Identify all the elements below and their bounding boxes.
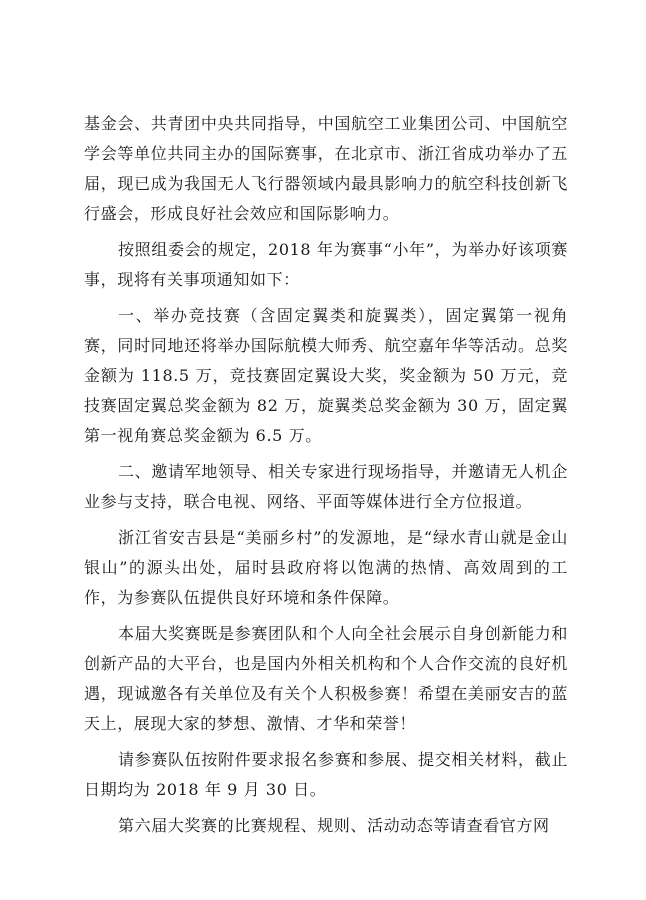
paragraph-intro-notice: 按照组委会的规定，2018 年为赛事“小年”，为举办好该项赛事，现将有关事项通知如下：: [84, 240, 568, 289]
paragraph-continuation: 基金会、共青团中央共同指导，中国航空工业集团公司、中国航空学会等单位共同主办的国际赛事，在北京市、浙江省成功举办了五届，现已成为我国无人飞行器领域内最具影响力的航空科技创新飞行盛会，形成良好社会效应和国际影响力。: [84, 114, 568, 223]
paragraph-invitation: 本届大奖赛既是参赛团队和个人向全社会展示自身创新能力和创新产品的大平台，也是国内外相关机构和个人合作交流的良好机遇，现诚邀各有关单位及有关个人积极参赛！希望在美丽安吉的蓝天上，展现大家的梦想、激情、才华和荣誉！: [84, 624, 568, 733]
paragraph-item-two: 二、邀请军地领导、相关专家进行现场指导，并邀请无人机企业参与支持，联合电视、网络、平面等媒体进行全方位报道。: [84, 462, 568, 511]
paragraph-website: 第六届大奖赛的比赛规程、规则、活动动态等请查看官方网: [118, 816, 550, 835]
paragraph-registration: 请参赛队伍按附件要求报名参赛和参展、提交相关材料，截止日期均为 2018 年 9 月 30 日。: [84, 750, 568, 799]
paragraph-anji: 浙江省安吉县是“美丽乡村”的发源地，是“绿水青山就是金山银山”的源头出处，届时县政府将以饱满的热情、高效周到的工作，为参赛队伍提供良好环境和条件保障。: [84, 528, 568, 607]
paragraph-item-one: 一、举办竞技赛（含固定翼类和旋翼类），固定翼第一视角赛，同时同地还将举办国际航模大师秀、航空嘉年华等活动。总奖金额为 118.5 万，竞技赛固定翼设大奖，奖金额为 50 万元，竞技赛固定翼总奖金额为 82 万，旋翼类总奖金额为 30 万，固定翼第一视角赛总奖金额为 6.5 万。: [84, 306, 568, 445]
document-body: [84, 109, 568, 847]
